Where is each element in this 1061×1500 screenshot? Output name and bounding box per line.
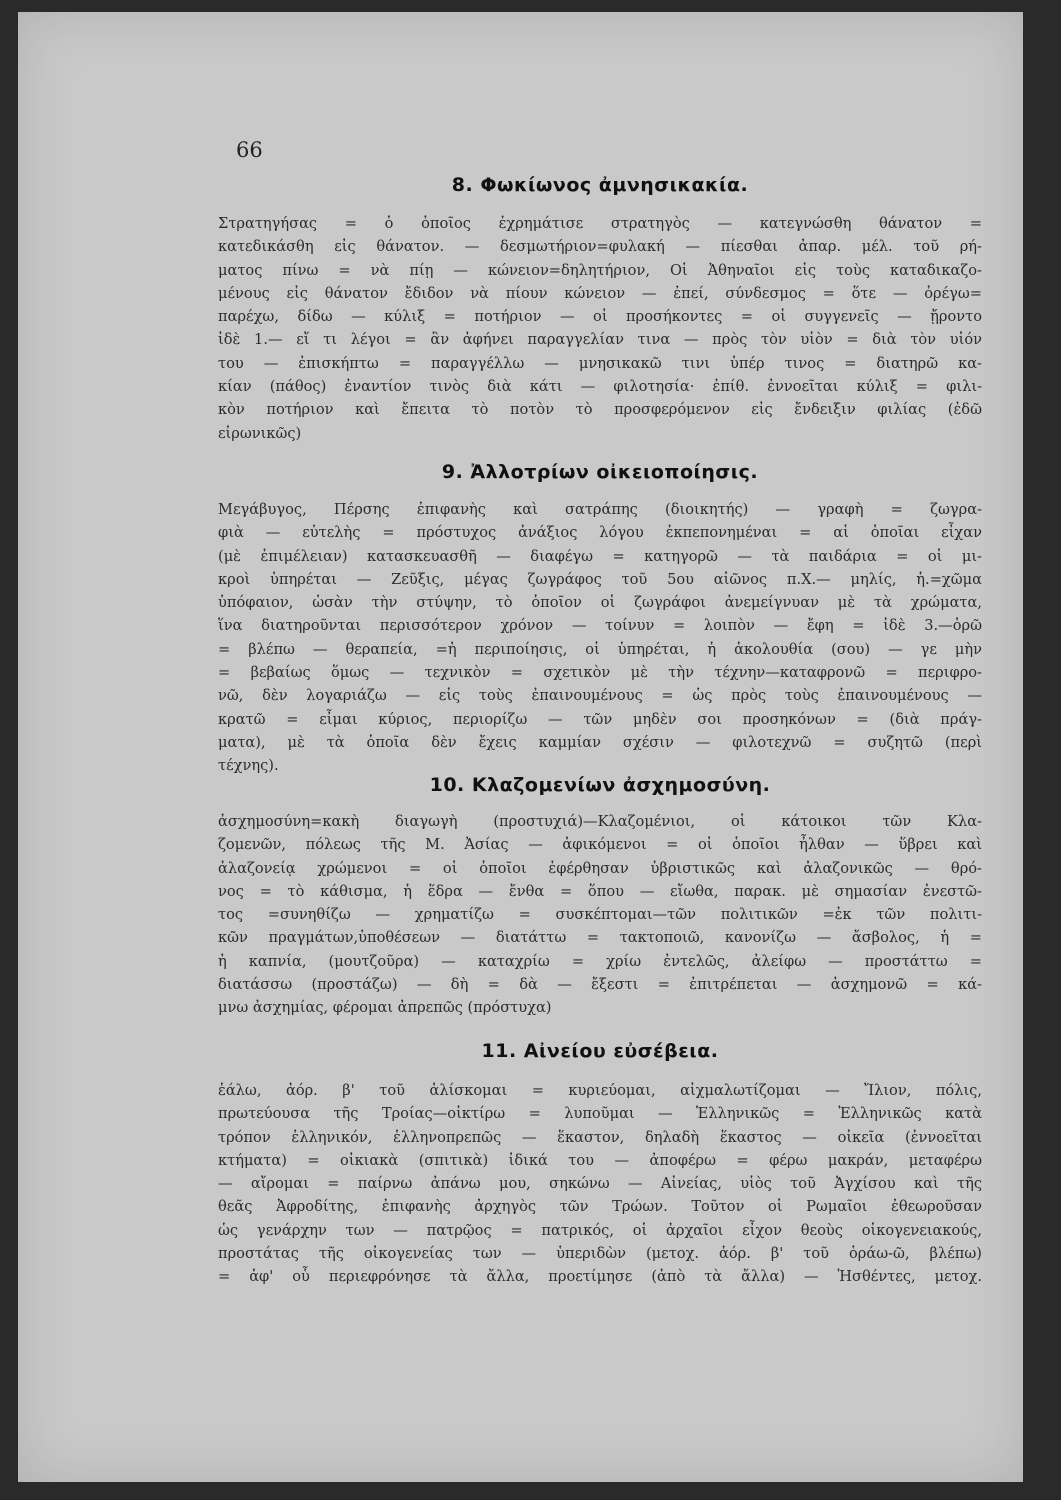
text-line: τος =συνηθίζω — χρηματίζω = συσκέπτομαι—τῶν πολιτικῶν =ἐκ τῶν πολιτι- [218, 906, 982, 924]
text-line: ματα), μὲ τὰ ὁποῖα δὲν ἔχεις καμμίαν σχέσιν — φιλοτεχνῶ = συζητῶ (περὶ [218, 733, 982, 751]
text-line: κροὶ ὑπηρέται — Ζεῦξις, μέγας ζωγράφος τοῦ 5ου αἰῶνος π.Χ.— μηλίς, ἡ.=χῶμα [218, 570, 982, 588]
text-line: μνω ἀσχημίας, φέρομαι ἀπρεπῶς (πρόστυχα) [218, 999, 552, 1017]
section-heading-8: 8. Φωκίωνος ἀμνησικακία. [451, 174, 749, 196]
text-line: πρωτεύουσα τῆς Τροίας—οἰκτίρω = λυποῦμαι — Ἑλληνικῶς = Ἑλληνικῶς κατὰ [218, 1105, 982, 1123]
section-body-11 [218, 1079, 982, 1289]
text-line: κρατῶ = εἶμαι κύριος, περιορίζω — τῶν μηδὲν σοι προσηκόνων = (διὰ πράγ- [218, 710, 982, 728]
text-line: ἑάλω, ἀόρ. β' τοῦ ἁλίσκομαι = κυριεύομαι, αἰχμαλωτίζομαι — Ἴλιον, πόλις, [218, 1082, 982, 1099]
text-line: Μεγάβυγος, Πέρσης ἐπιφανὴς καὶ σατράπης (διοικητής) — γραφὴ = ζωγρα- [218, 501, 982, 518]
text-line: = βεβαίως ὅμως — τεχνικὸν = σχετικὸν μὲ τὴν τέχνην—καταφρονῶ = περιφρο- [218, 664, 982, 682]
text-line: θεᾶς Ἀφροδίτης, ἐπιφανὴς ἀρχηγὸς τῶν Τρώων. Τοῦτον οἱ Ρωμαῖοι ἐθεωροῦσαν [218, 1198, 982, 1216]
text-line: κῶν πραγμάτων,ὑποθέσεων — διατάττω = τακτοποιῶ, κανονίζω — ἄσβολος, ἡ = [218, 929, 982, 947]
section-body-9 [218, 498, 982, 778]
text-line: ἰδὲ 1.— εἴ τι λέγοι = ἂν ἀφήνει παραγγελίαν τινα — πρὸς τὸν υἱὸν = διὰ τὸν υἱόν [218, 331, 982, 349]
text-line: νος = τὸ κάθισμα, ἡ ἕδρα — ἔνθα = ὅπου — εἴωθα, παρακ. μὲ σημασίαν ἐνεστῶ- [218, 882, 982, 900]
section-heading-9: 9. Ἀλλοτρίων οἰκειοποίησις. [441, 461, 759, 483]
text-line: διατάσσω (προστάζω) — δὴ = δὰ — ἔξεστι = ἐπιτρέπεται — ἀσχημονῶ = κά- [218, 976, 982, 994]
section-heading-11: 11. Αἰνείου εὐσέβεια. [481, 1040, 719, 1062]
text-line: εἰρωνικῶς) [218, 424, 302, 442]
page-number: 66 [236, 138, 263, 162]
section-heading-10: 10. Κλαζομενίων ἀσχημοσύνη. [429, 774, 771, 796]
text-line: Στρατηγήσας = ὁ ὁποῖος ἐχρημάτισε στρατηγὸς — κατεγνώσθη θάνατον = [218, 215, 982, 232]
text-line: — αἴρομαι = παίρνω ἀπάνω μου, σηκώνω — Αἰνείας, υἱὸς τοῦ Ἀγχίσου καὶ τῆς [218, 1175, 982, 1193]
text-line: κίαν (πάθος) ἐναντίον τινὸς διὰ κάτι — φιλοτησία· ἐπίθ. ἐννοεῖται κύλιξ = φιλι- [218, 378, 982, 396]
text-line: ζομενῶν, πόλεως τῆς Μ. Ἀσίας — ἀφικόμενοι = οἱ ὁποῖοι ἦλθαν — ὕβρει καὶ [218, 836, 982, 854]
text-line: ἡ καπνία, (μουτζοῦρα) — καταχρίω = χρίω ἐντελῶς, ἀλείφω — προστάττω = [218, 952, 982, 970]
text-line: τρόπον ἑλληνικόν, ἑλληνοπρεπῶς — ἕκαστον, δηλαδὴ ἕκαστος — οἰκεῖα (ἐννοεῖται [218, 1128, 982, 1146]
text-line: μένους εἰς θάνατον ἔδιδον νὰ πίουν κώνειον — ἐπεί, σύνδεσμος = ὅτε — ὀρέγω= [218, 284, 982, 302]
section-body-10 [218, 810, 982, 1020]
text-line: ἀλαζονείᾳ χρώμενοι = οἱ ὁποῖοι ἐφέρθησαν ὑβριστικῶς καὶ ἀλαζονικῶς — θρό- [218, 859, 982, 877]
text-line: παρέχω, δίδω — κύλιξ = ποτήριον — οἱ προσήκοντες = οἱ συγγενεῖς — ᾔροντο [218, 308, 982, 326]
book-page [18, 12, 1023, 1482]
text-line: του — ἐπισκήπτω = παραγγέλλω — μνησικακῶ τινι ὑπέρ τινος = διατηρῶ κα- [218, 354, 982, 372]
text-line: προστάτας τῆς οἰκογενείας των — ὑπεριδὼν (μετοχ. ἀόρ. β' τοῦ ὁράω-ῶ, βλέπω) [218, 1245, 982, 1263]
text-line: τέχνης). [218, 757, 279, 775]
text-line: = ἀφ' οὗ περιεφρόνησε τὰ ἄλλα, προετίμησε (ἀπὸ τὰ ἄλλα) — Ἡσθέντες, μετοχ. [218, 1268, 982, 1286]
text-line: ἵνα διατηροῦνται περισσότερον χρόνον — τοίνυν = λοιπὸν — ἔφη = ἰδὲ 3.—ὁρῶ [218, 617, 982, 635]
text-line: φιὰ — εὐτελὴς = πρόστυχος ἀνάξιος λόγου ἐκπεπονημέναι = αἱ ὁποῖαι εἶχαν [218, 524, 982, 542]
text-line: κατεδικάσθη εἰς θάνατον. — δεσμωτήριον=φυλακή — πίεσθαι ἀπαρ. μέλ. τοῦ ρή- [218, 238, 982, 256]
text-line: ἀσχημοσύνη=κακὴ διαγωγὴ (προστυχιά)—Κλαζομένιοι, οἱ κάτοικοι τῶν Κλα- [218, 813, 982, 830]
text-line: κτήματα) = οἰκιακὰ (σπιτικὰ) ἰδικά του — ἀποφέρω = φέρω μακράν, μεταφέρω [218, 1151, 982, 1169]
text-line: (μὲ ἐπιμέλειαν) κατασκευασθῆ — διαφέγω = κατηγορῶ — τὰ παιδάρια = οἱ μι- [218, 547, 982, 565]
text-line: ὡς γενάρχην των — πατρῷος = πατρικός, οἱ ἀρχαῖοι εἶχον θεοὺς οἰκογενειακούς, [218, 1221, 982, 1239]
section-body-8 [218, 212, 982, 445]
text-line: ματος πίνω = νὰ πίῃ — κώνειον=δηλητήριον, Οἱ Ἀθηναῖοι εἰς τοὺς καταδικαζο- [218, 261, 982, 279]
text-line: νῶ, δὲν λογαριάζω — εἰς τοὺς ἐπαινουμένους = ὡς πρὸς τοὺς ἐπαινουμένους — [218, 687, 982, 705]
text-line: κὸν ποτήριον καὶ ἔπειτα τὸ ποτὸν τὸ προσφερόμενον εἰς ἔνδειξιν φιλίας (ἐδῶ [218, 401, 982, 419]
text-line: ὑπόφαιον, ὡσὰν τὴν στύψην, τὸ ὁποῖον οἱ ζωγράφοι ἀνεμείγνυαν μὲ τὰ χρώματα, [218, 594, 982, 612]
text-line: = βλέπω — θεραπεία, =ἡ περιποίησις, οἱ ὑπηρέται, ἡ ἀκολουθία (σου) — γε μὴν [218, 640, 982, 658]
